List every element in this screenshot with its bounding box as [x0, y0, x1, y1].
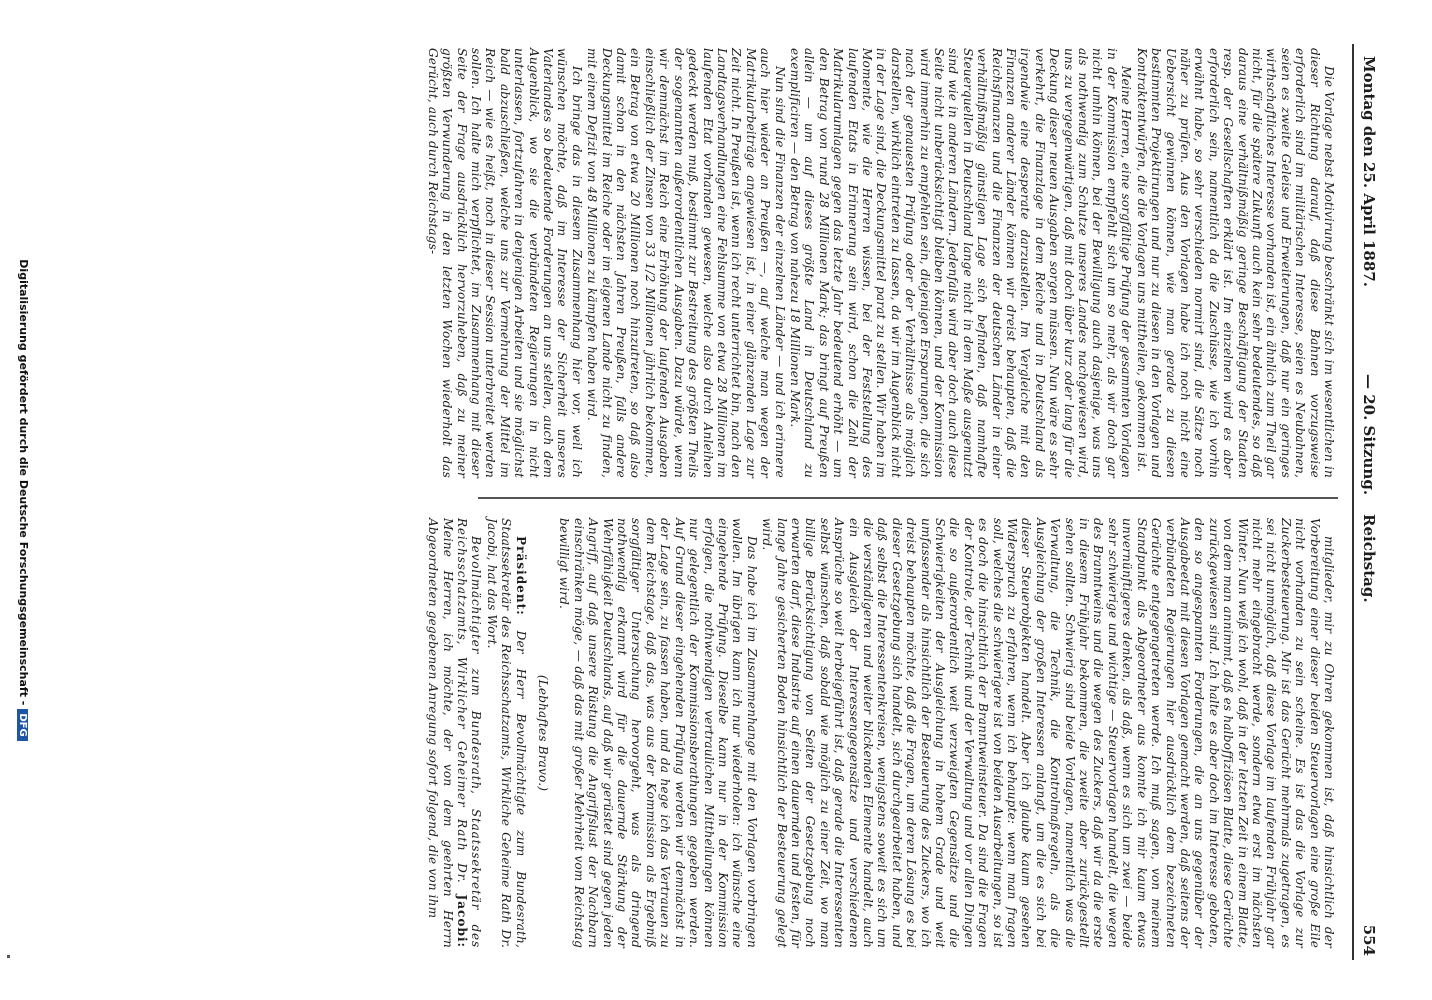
header-title: Reichstag.: [1360, 514, 1378, 603]
speaker-name: Präsident:: [513, 536, 528, 616]
header-session: — 20. Sitzung.: [1360, 374, 1378, 496]
speaker-title: Bevollmächtigter zum Bundesrath, Staatssekretär des Reichsschatzamts, Wirklicher Geheimer Rath Dr.: [455, 518, 484, 948]
paragraph: mitglieder, mir zu Ohren gekommen ist, daß hinsichtlich der Vorbereitung einer dieser beiden Steuervorlagen eine große Eile nicht vorhanden zu sein scheine. Es ist das die Vorlage zur Zuckerbesteuerung. Mir ist das Gerücht mehrmals zugetragen, es sei nicht unmöglich, daß diese Vorlage im laufenden Frühjahr gar nicht mehr eingebracht werde, sondern etwa erst im nächsten Winter. Nun weiß ich wohl, daß in der letzten Zeit in einem Blatte, von dem man annimmt, daß es halboffiziösen Blatte, diese Gerüchte zurückgewiesen sind. Ich halte es aber doch im Interesse geboten, den so angespannten Forderungen, die an uns gegenüber der Ausgabeetat mit diesen Vorlagen gemacht werden, daß seitens der verbündeten Regierungen hier ausdrücklich dem bezeichneten Gerüchte entgegengetreten werde. Ich muß sagen, von meinem Standpunkt als Abgeordneter aus konnte ich mir kaum etwas unvernünftigeres denken, als daß, wenn es sich um zwei — beide sehr schwierige und wichtige — Steuervorlagen handelt, die wegen des Branntweins und die wegen des Zuckers, daß wir da die erste in diesem Frühjahr bekommen, die zweite aber zurückgestellt sehen sollten. Schwierig sind beide Vorlagen, namentlich was die Verwaltung, die Technik, die Kontrolmaßregeln, als die Ausgleichung der großen Interessen anlangt, um die es sich bei dieser Steuerobjekten handelt. Aber ich glaube kaum gesehen Widerspruch zu erfahren, wenn ich behaupte: wenn man fragen soll, welches die schwierigere ist von beiden Ausarbeitungen, so ist es doch die hinsichtlich der Branntweinsteuer. Da sind die Fragen der Kontrole, der Technik und der Verwaltung und vor allen Dingen die so außerordentlich weit verzweigten Gegensätze und die Schwierigkeiten der Ausgleichung in hohem Grade und weit umfassender als hinsichtlich der Besteuerung des Zuckers, wo ich dreist behaupten möchte, daß die Fragen, um deren Lösung es bei dieser Gesetzgebung sich handelt, sich durchgearbeitet haben, und daß selbst die Interessentenkreisen, wenigstens soweit es sich um die verständigeren und weiter blickenden Elemente handelt, auch ein Ausgleich der Interessengegensätze und verschiedenen Ansprüche so weit herbeigeführt ist, daß gerade die Interessenten selbst wünschen, daß sobald wie möglich zu einer Zeit, wo man billige Berücksichtigung von Seiten der Gesetzgebung noch erwarten darf, diese Industrie auf einen dauernden und festen, für lange Jahre gesicherten Boden hinsichtlich der Besteuerung gelegt wird.: [760, 518, 1336, 948]
right-column: [426, 518, 1336, 948]
applause-note: (Lebhaftes Bravo.): [536, 674, 551, 792]
digitization-credit: [14, 0, 30, 1000]
page-number: 554: [1360, 924, 1378, 956]
column-divider: [478, 497, 1338, 499]
left-column: [425, 48, 1336, 478]
speaker-name: Jacobi:: [455, 894, 470, 949]
delegate-paragraph: [426, 518, 484, 948]
paragraph: Ich bringe das in diesem Zusammenhang hier vor, weil ich wünschen möchte, daß im Interesse der Sicherheit unseres Vaterlandes so bedeutende Forderungen an uns stellen, auch dem Augenblick, wo sie die verbündeten Regierungen in nicht unterlassen, fortzufahren in denjenigen Arbeiten und sie möglichst bald abzuschließen, welche uns zur Vermehrung der Mittel im Reich — wie es heißt, noch in dieser Session unterbreitet werden sollen. Ich halte mich verpflichtet, im Zusammenhang mit dieser Seite der Frage ausdrücklich hervorzuheben, daß zu meiner größten Verwunderung in den letzten Wochen wiederholt das Gerücht, auch durch Reichstags-: [425, 48, 584, 478]
president-paragraph: [484, 518, 527, 948]
paragraph: Nun sind die Finanzen der einzelnen Länder — und ich erinnere auch hier wieder an Preußen —, auf welche man wegen der Matrikularbeiträge angewiesen ist, in einer glänzenden Lage zur Zeit nicht. In Preußen ist, wenn ich recht unterrichtet bin, nach den Landtagsverhandlungen eine Fehlsumme von etwa 28 Millionen im laufenden Etat vorhanden gewesen, welche also durch Anleihen gedeckt werden muß, bestimmt zur Bestreitung des größten Theils der sogenannten außerordentlichen Ausgaben. Dazu würde, wenn wir demnächst im Reich eine Erhöhung der laufenden Ausgaben einschließlich der Zinsen von 33 1/2 Millionen jährlich bekommen, ein Betrag von etwa 20 Millionen noch hinzutreten, so daß also damit schon in den nächsten Jahren Preußen, falls andere Deckungsmittel im Reiche oder im eigenen Lande nicht zu finden, mit einem Defizit von 48 Millionen zu kämpfen haben wird.: [585, 48, 787, 478]
paragraph: Meine Herren, eine sorgfältige Prüfung der gesammten Vorlagen in der Kommission empfiehlt sich um so mehr, als wir doch gar nicht umhin können, bei der Bewilligung auch dasjenige, was uns als nothwendig zum Schutze unseres Landes nachgewiesen wird, uns zu vergegenwärtigen, daß mit doch über kurz oder lang für die Deckung dieser neuen Ausgaben sorgen müssen. Nun wäre es sehr verkehrt, die Finanzlage in dem Reiche und in Deutschland als irgendwie eine desperate darzustellen. Im Vergleiche mit den Finanzen anderer Länder können wir dreist behaupten, daß die Reichsfinanzen und die Finanzen der deutschen Länder in einer verhältnißmäßig günstigen Lage sich befinden, daß namhafte Steuerquellen in Deutschland lange nicht in dem Maße ausgenutzt sind wie in anderen Ländern. Jedenfalls wird aber doch auch diese Seite nicht unberücksichtigt bleiben können, und der Kommission wird immerhin zu empfehlen sein, diejenigen Ersparungen, die sich nach der genauesten Prüfung oder der Verhältnisse als möglich darstellen, wirklich eintreten zu lassen, da wir im Augenblick nicht in der Lage sind, die Deckungsmittel parat zu stellen. Wir haben im Momente, wie die Herren wissen, bei der Feststellung des laufenden Etats in Erinnerung sein wird, schon die Zahl der Matrikularumlagen gegen das letzte Jahr bedeutend erhöht — um den Betrag von rund 28 Millionen Mark; das bringt auf Preußen allein — um auf dieses größte Land in Deutschland zu exemplificiren — den Betrag von nahezu 18 Millionen Mark.: [787, 48, 1134, 478]
paragraph: Die Vorlage nebst Motivirung beschränkt sich im wesentlichen in dieser Richtung darauf, daß diese Bahnen vorzugsweise erforderlich sind im militärischen Interesse, seien es Neubahnen, seien es zweite Geleise und Erweiterungen, daß nur ein geringes wirthschaftliches Interesse vorhanden ist, ein ähnlich zum Theil gar nicht, für die spätere Zukunft auch kein sehr bedeutendes, so daß daraus eine verhältnißmäßig geringe Beschäftigung der Staaten resp. der Gesellschaften erklärt ist. Im einzelnen wird es aber erforderlich sein, namentlich da die Zuschüsse, wie ich vorhin erwähnt habe, so sehr verschieden normirt sind, die Sätze noch näher zu prüfen. Aus den Vorlagen habe ich noch nicht eine Uebersicht gewinnen können, wie man gerade zu diesen bestimmten Projektirungen und nur zu diesen in den Vorlagen und Kontraktentwürfen, die die Vorlagen uns mittheilen, gekommen ist.: [1134, 48, 1336, 478]
credit-text: Digitalisierung gefördert durch die Deutsche Forschungsgemeinschaft -: [17, 259, 30, 706]
page-header: [1352, 44, 1388, 960]
speech-text: Der Herr Bevollmächtigte zum Bundesrath, Staatssekretär des Reichsschatzamts, Wirkliche Geheime Rath Dr. Jacobi, hat das Wort.: [484, 518, 528, 948]
dfg-logo: DFG: [17, 709, 28, 740]
scan-speck: [7, 955, 10, 958]
paragraph: Das habe ich im Zusammenhange mit den Vorlagen vorbringen wollen. Im übrigen kann ich nur wiederholen: ich wünsche eine eingehende Prüfung. Dieselbe kann nur in der Kommission erfolgen, die nothwendigen vertraulichen Mittheilungen können nur gelegentlich der Kommissionsberathungen gegeben werden. Auf Grund dieser eingehenden Prüfung werden wir demnächst in der Lage sein, zu fassen haben, und da hege ich das Vertrauen zu dem Reichstage, daß das, was aus der Kommission als Ergebniß sorgfältiger Untersuchung hervorgeht, was als dringend nothwendig erkannt wird für die dauernde Stärkung der Wehrfähigkeit Deutschlands, auf daß wir gerüstet sind gegen jeden Angriff, auf daß unsere Rüstung die Angriffslust der Nachbarn einschränken möge, — daß das mit großer Mehrheit vom Reichstag bewilligt wird.: [557, 518, 759, 948]
header-date: Montag den 25. April 1887.: [1360, 56, 1378, 287]
speech-text: Meine Herren, ich möchte, der von dem geehrten Herrn Abgeordneten gegebenen Anregung sofort folgend, die von ihm: [426, 518, 455, 948]
